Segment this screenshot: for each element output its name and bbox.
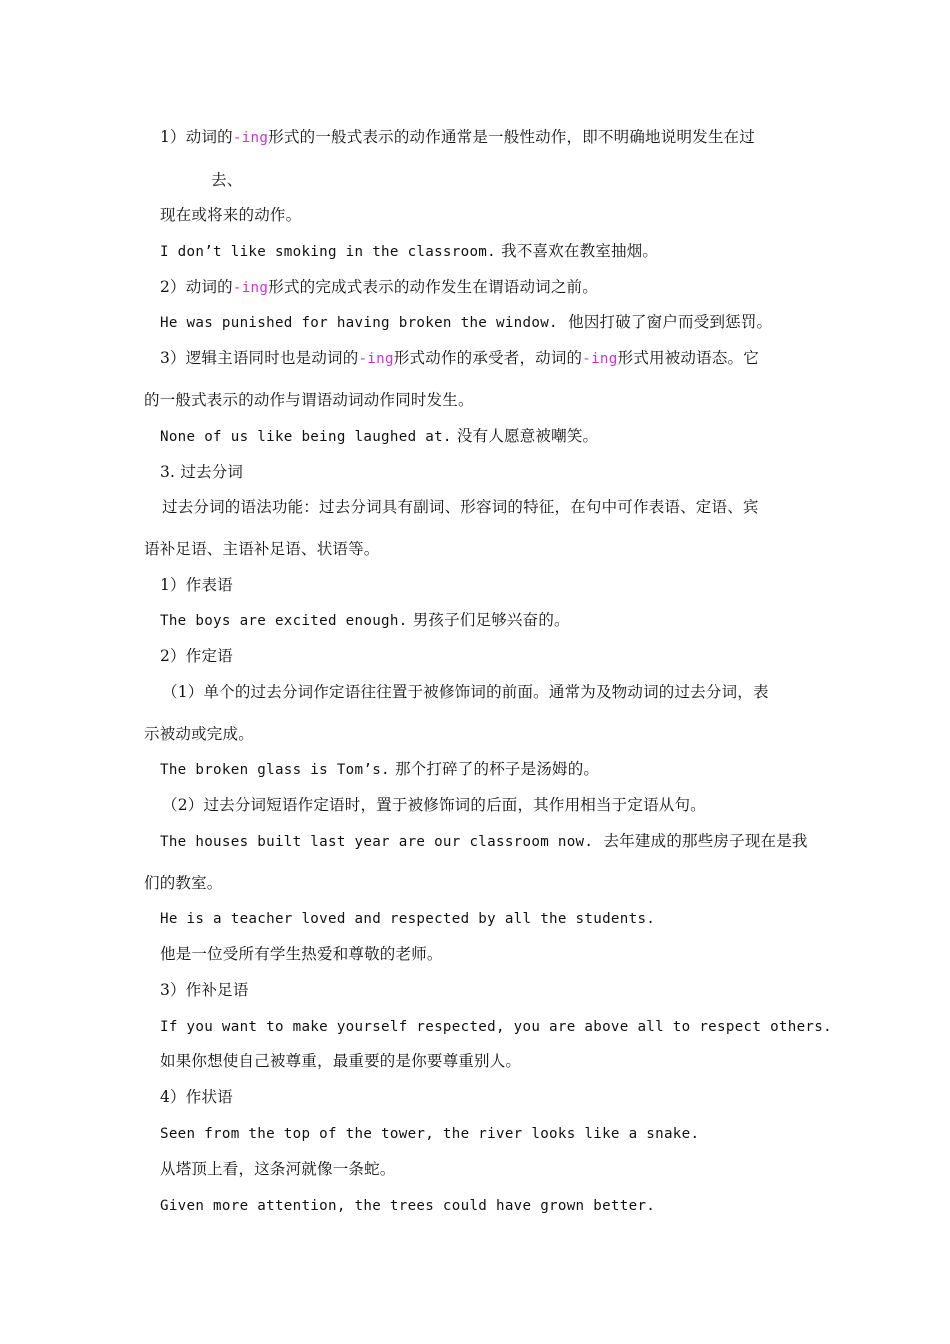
english-example: He was punished for having broken the window.: [160, 315, 558, 331]
text-segment: 形式的完成式表示的动作发生在谓语动词之前。: [268, 278, 598, 296]
heading-text: 2）作定语: [160, 647, 233, 665]
example-line: [160, 1195, 655, 1216]
english-example: Given more attention, the trees could have grown better.: [160, 1198, 656, 1214]
subheading: [160, 1087, 233, 1107]
text-segment: 形式动作的承受者，动词的: [393, 349, 583, 367]
english-example: Seen from the top of the tower, the river looks like a snake.: [160, 1126, 700, 1142]
example-line: [160, 908, 655, 929]
paragraph-line: [160, 348, 759, 369]
chinese-translation: 他因打破了窗户而受到惩罚。: [568, 313, 773, 331]
text-segment: 1）动词的: [160, 128, 233, 146]
paragraph-line: [160, 1159, 396, 1179]
paragraph-line: [162, 795, 706, 815]
text-segment: 3）逻辑主语同时也是动词的: [160, 349, 359, 367]
heading-text: 3. 过去分词: [160, 463, 244, 481]
chinese-translation: 我不喜欢在教室抽烟。: [501, 242, 659, 260]
chinese-translation: 从塔顶上看，这条河就像一条蛇。: [160, 1160, 396, 1178]
chinese-translation: 如果你想使自己被尊重，最重要的是你要尊重别人。: [160, 1052, 522, 1070]
english-example: The houses built last year are our classroom now.: [160, 834, 594, 850]
text-segment: 的一般式表示的动作与谓语动词动作同时发生。: [144, 391, 474, 409]
paragraph-line: [160, 127, 755, 148]
heading-text: 4）作状语: [160, 1088, 233, 1106]
paragraph-line: [160, 1051, 521, 1071]
english-example: I don’t like smoking in the classroom.: [160, 244, 496, 260]
example-line: [160, 241, 658, 262]
heading-text: 3）作补足语: [160, 981, 249, 999]
paragraph-line: [144, 724, 254, 744]
highlighted-term: -ing: [232, 280, 269, 296]
paragraph-line: [160, 205, 301, 225]
paragraph-line: [144, 539, 380, 559]
highlighted-term: -ing: [232, 130, 269, 146]
text-segment: 形式用被动语态。它: [617, 349, 759, 367]
text-segment: 2）动词的: [160, 278, 233, 296]
text-segment: 语补足语、主语补足语、状语等。: [144, 540, 380, 558]
heading-text: 1）作表语: [160, 576, 233, 594]
text-segment: 们的教室。: [144, 874, 223, 892]
chinese-translation: 那个打碎了的杯子是汤姆的。: [395, 760, 600, 778]
example-line: [160, 1016, 832, 1037]
chinese-translation: 去年建成的那些房子现在是我: [603, 832, 808, 850]
example-line: [160, 831, 808, 852]
chinese-translation: 没有人愿意被嘲笑。: [456, 427, 599, 445]
paragraph-line: [160, 277, 598, 298]
subheading: [160, 575, 233, 595]
example-line: [160, 759, 599, 780]
english-example: He is a teacher loved and respected by all the students.: [160, 911, 656, 927]
text-segment: 形式的一般式表示的动作通常是一般性动作，即不明确地说明发生在过: [268, 128, 755, 146]
subheading: [160, 980, 249, 1000]
english-example: If you want to make yourself respected, you are above all to respect others.: [160, 1019, 832, 1035]
text-segment: （2）过去分词短语作定语时，置于被修饰词的后面，其作用相当于定语从句。: [162, 796, 706, 814]
example-line: [160, 1123, 699, 1144]
subheading: [160, 646, 233, 666]
text-segment: 过去分词的语法功能：过去分词具有副词、形容词的特征，在句中可作表语、定语、宾: [162, 498, 759, 516]
text-segment: 去、: [211, 171, 243, 189]
paragraph-line: [144, 873, 223, 893]
example-line: [160, 312, 772, 333]
paragraph-line: [160, 944, 443, 964]
chinese-translation: 男孩子们足够兴奋的。: [412, 611, 570, 629]
highlighted-term: -ing: [582, 351, 618, 367]
text-segment: （1）单个的过去分词作定语往往置于被修饰词的前面。通常为及物动词的过去分词，表: [162, 683, 769, 701]
example-line: [160, 610, 570, 631]
chinese-translation: 他是一位受所有学生热爱和尊敬的老师。: [160, 945, 443, 963]
text-segment: 示被动或完成。: [144, 725, 254, 743]
example-line: [160, 426, 598, 447]
section-heading: [160, 462, 243, 482]
paragraph-line: [144, 390, 474, 410]
paragraph-line: [162, 682, 769, 702]
english-example: The boys are excited enough.: [160, 613, 408, 629]
highlighted-term: -ing: [358, 351, 394, 367]
english-example: The broken glass is Tom’s.: [160, 762, 390, 778]
paragraph-line: [211, 170, 242, 190]
english-example: None of us like being laughed at.: [160, 429, 452, 445]
paragraph-line: [162, 497, 759, 517]
text-segment: 现在或将来的动作。: [160, 206, 302, 224]
